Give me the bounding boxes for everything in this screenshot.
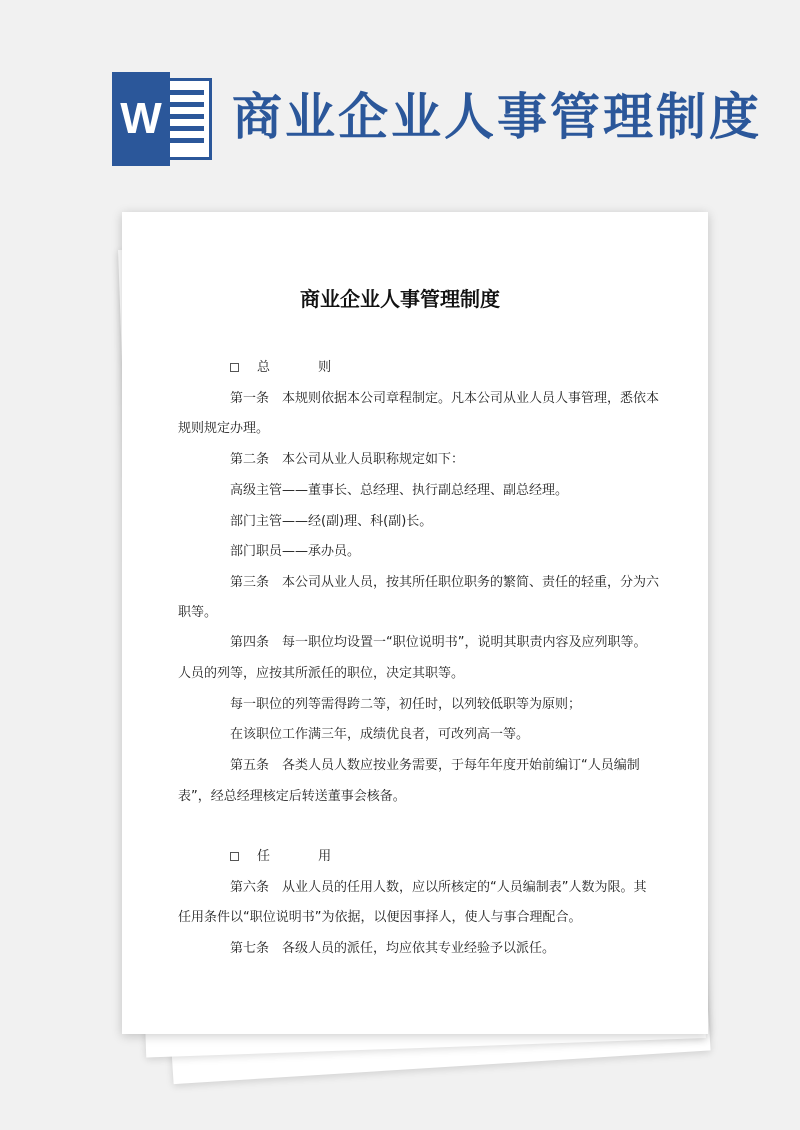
paragraph-line: 表”，经总经理核定后转送董事会核备。 — [178, 789, 406, 804]
paragraph-line: 人员的列等，应按其所派任的职位，决定其职等。 — [178, 666, 465, 681]
paragraph-line: 第五条 各类人员人数应按业务需要，于每年年度开始前编订“人员编制 — [230, 758, 640, 773]
paragraph-line: 职等。 — [178, 605, 218, 620]
document-title: 商业企业人事管理制度 — [300, 287, 500, 311]
paragraph-line: 第四条 每一职位均设置一“职位说明书”，说明其职责内容及应列职等。 — [230, 635, 647, 650]
paragraph-line: 第二条 本公司从业人员职称规定如下： — [230, 452, 465, 467]
paragraph-line: 第七条 各级人员的派任，均应依其专业经验予以派任。 — [230, 941, 556, 956]
section-heading: 任 用 — [230, 847, 353, 867]
paragraph-line: 第三条 本公司从业人员，按其所任职位职务的繁简、责任的轻重，分为六 — [230, 575, 660, 590]
checkbox-bullet-icon — [230, 852, 239, 861]
paragraph-line: 第一条 本规则依据本公司章程制定。凡本公司从业人员人事管理，悉依本 — [230, 391, 660, 406]
paragraph-line: 规则规定办理。 — [178, 421, 270, 436]
paragraph-line: 第六条 从业人员的任用人数，应以所核定的“人员编制表”人数为限。其 — [230, 880, 647, 895]
paragraph-line: 高级主管——董事长、总经理、执行副总经理、副总经理。 — [230, 483, 569, 498]
paragraph-line: 任用条件以“职位说明书”为依据，以便因事择人，使人与事合理配合。 — [178, 910, 582, 925]
banner-title: 商业企业人事管理制度 — [232, 88, 762, 146]
paragraph-line: 部门职员——承办员。 — [230, 544, 361, 559]
paragraph-line: 在该职位工作满三年，成绩优良者，可改列高一等。 — [230, 727, 530, 742]
paragraph-line: 部门主管——经(副)理、科(副)长。 — [230, 514, 433, 529]
word-icon — [112, 72, 214, 166]
word-logo-letter: W — [112, 72, 170, 166]
section-heading: 总 则 — [230, 358, 353, 378]
checkbox-bullet-icon — [230, 363, 239, 372]
banner — [0, 0, 800, 200]
paragraph-line: 每一职位的列等需得跨二等，初任时，以列较低职等为原则； — [230, 697, 582, 712]
